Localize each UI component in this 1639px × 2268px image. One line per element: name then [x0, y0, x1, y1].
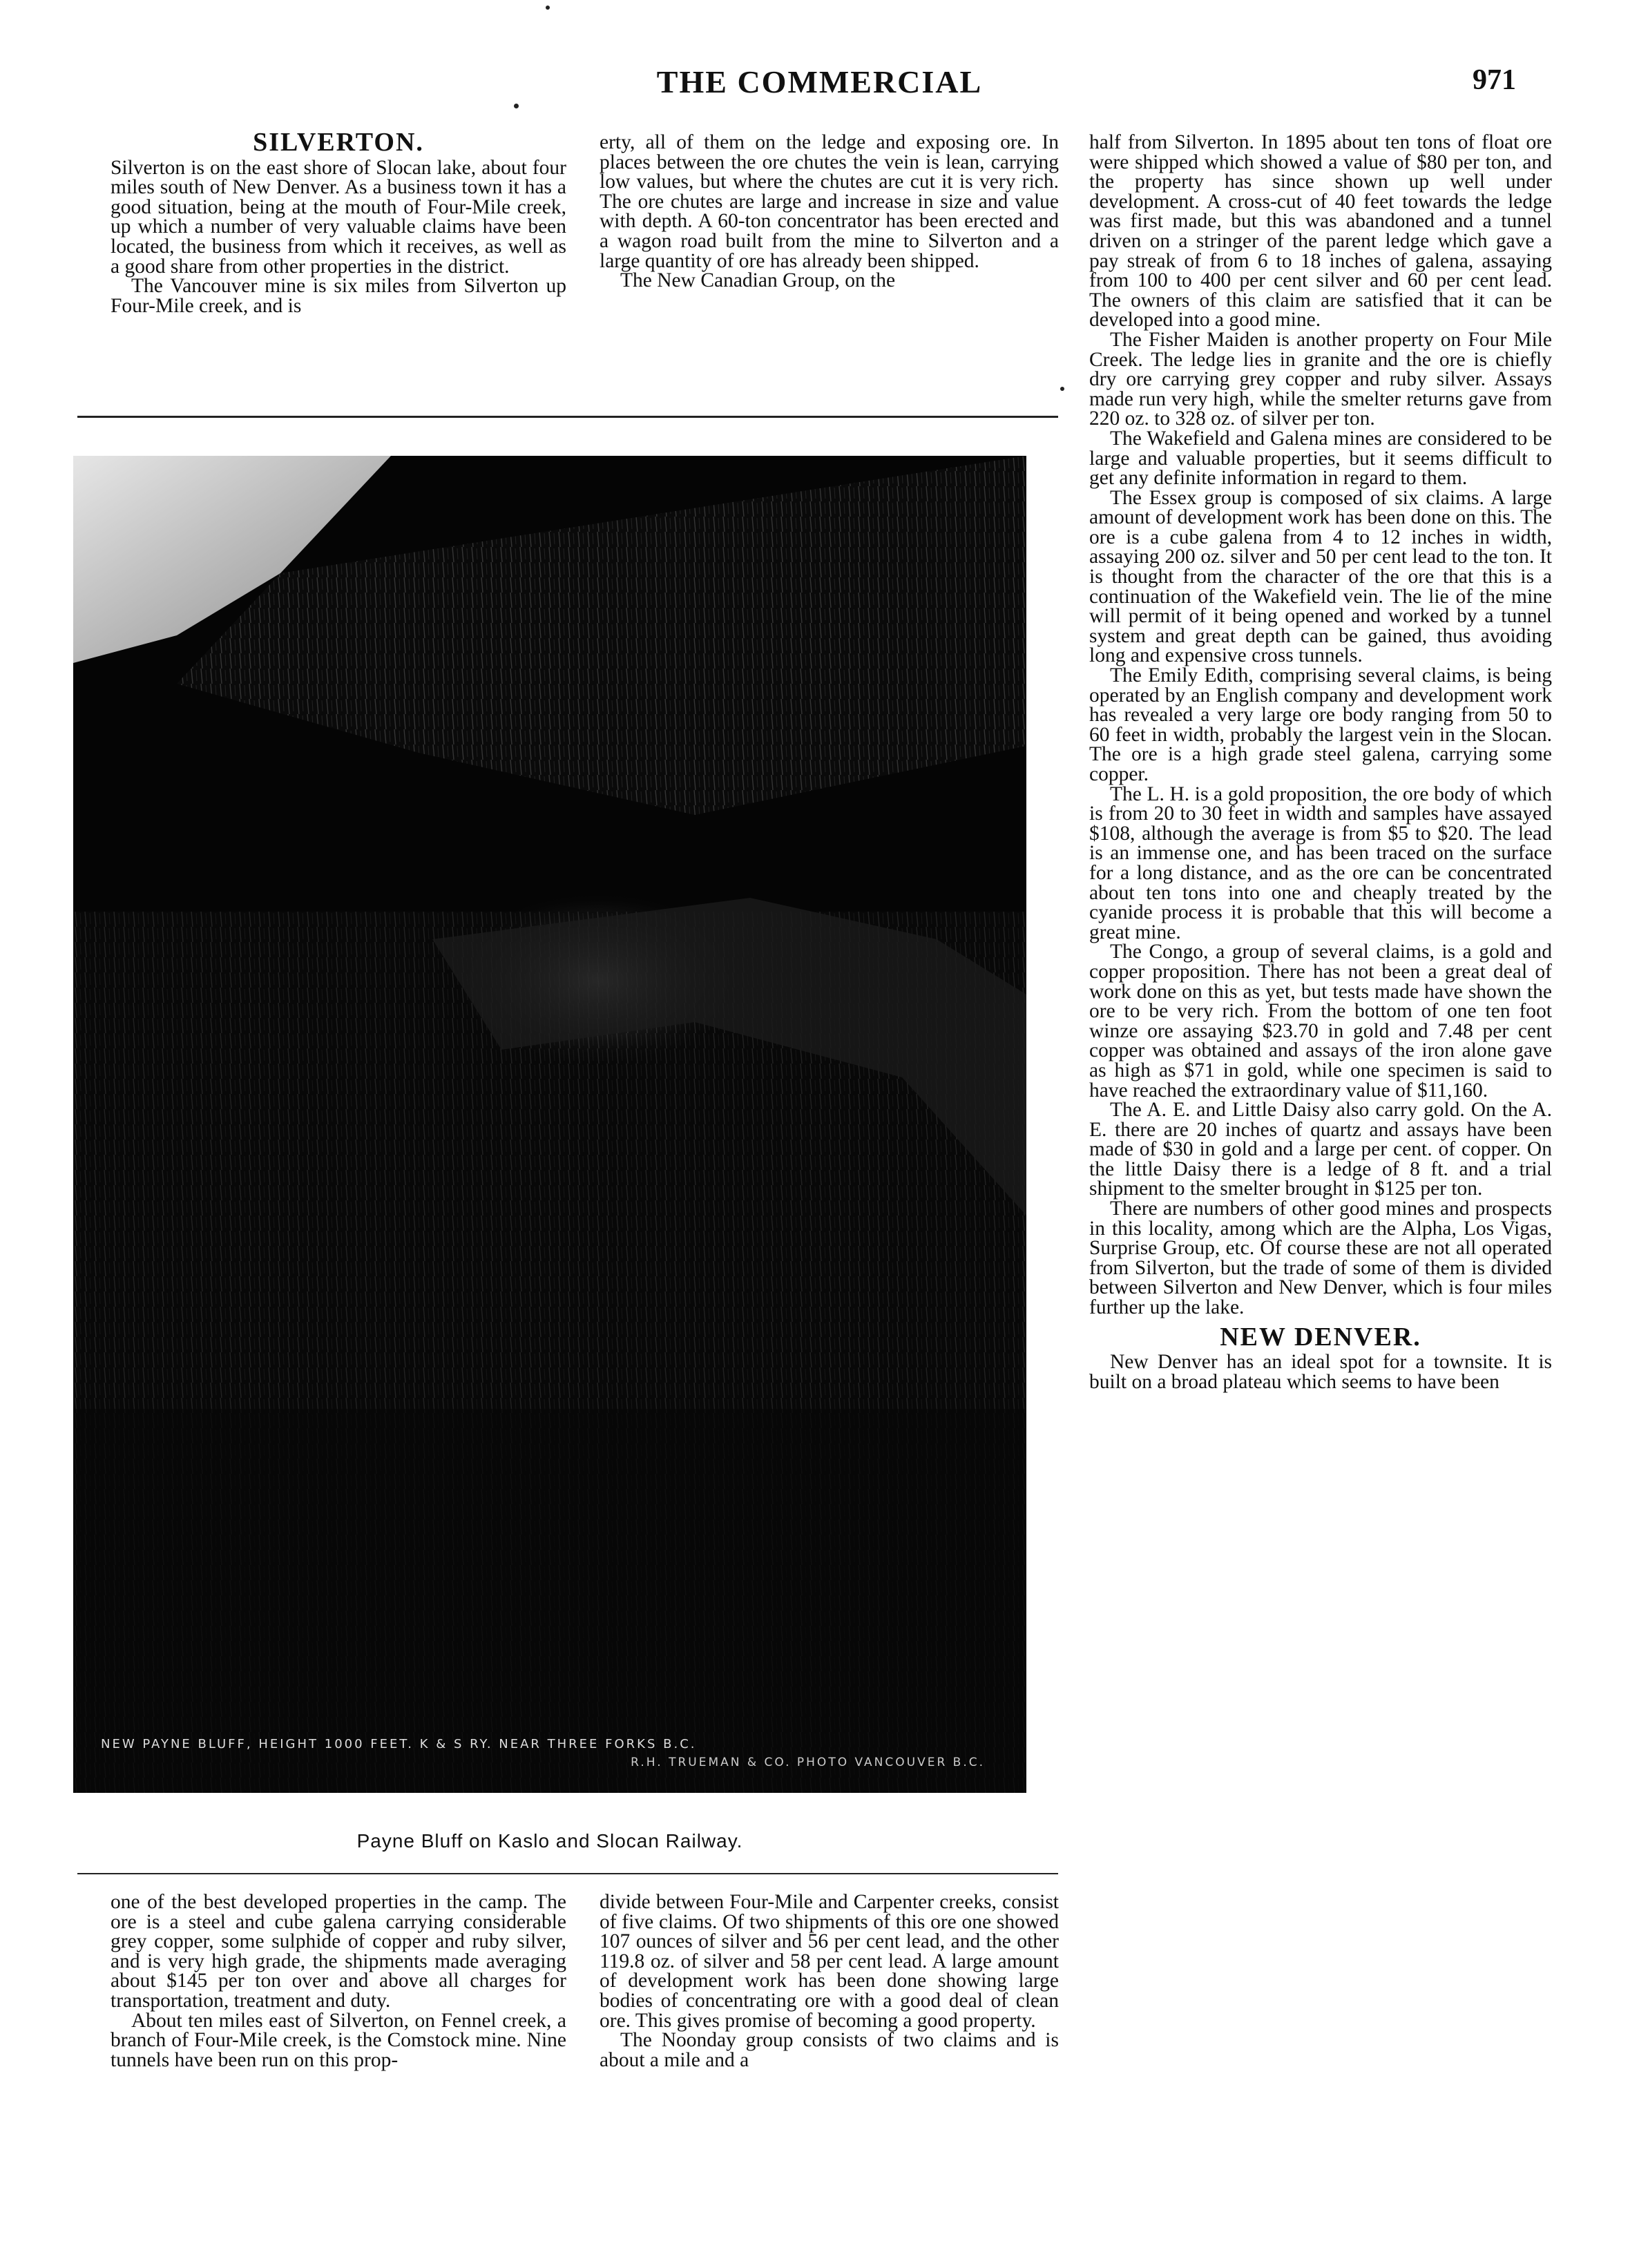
page-header-title: THE COMMERCIAL	[656, 64, 983, 99]
column-2-top	[600, 133, 1059, 291]
paragraph: The Noonday group consists of two claims and is about a mile and a	[600, 2029, 1059, 2071]
photo-credit-line: NEW PAYNE BLUFF, HEIGHT 1000 FEET. K & S RY. NEAR THREE FORKS B.C.	[101, 1737, 697, 1751]
section-heading-silverton: SILVERTON.	[253, 128, 424, 157]
photo-image	[73, 456, 1026, 1793]
paragraph: half from Silverton. In 1895 about ten tons of float ore were shipped which showed a value of $80 per ton, and the property has since shown up well under development. A cross-cut of 40 feet towards the ledge was first made, but this was abandoned and a tunnel driven on a stringer of the parent ledge which gave a pay streak of from 6 to 18 inches of galena, assaying from 100 to 400 per cent silver and 60 per cent lead. The owners of this claim are satisfied that it can be developed into a good mine.	[1089, 131, 1552, 331]
paragraph: There are numbers of other good mines and prospects in this locality, among which are the Alpha, Los Vigas, Surprise Group, etc. Of course these are not all operated from Silverton, but the trade of some of them is divided between Silverton and New Denver, which is four miles further up the lake.	[1089, 1198, 1552, 1319]
photo-caption: Payne Bluff on Kaslo and Slocan Railway.	[356, 1830, 743, 1852]
paragraph: one of the best developed properties in the camp. The ore is a steel and cube galena carrying considerable grey copper, some sulphide of copper and ruby silver, and is very high grade, the shipments made averaging about $145 per ton over and above all charges for transportation, treatment and duty.	[111, 1891, 566, 2012]
paragraph: The Emily Edith, comprising several claims, is being operated by an English company and development work has revealed a very large ore body ranging from 50 to 60 feet in width, probably the largest vein in the Slocan. The ore is a high grade steel galena, carrying some copper.	[1089, 664, 1552, 785]
column-1-bottom	[111, 1892, 566, 2070]
column-divider-rule	[77, 416, 1058, 418]
paragraph: The Wakefield and Galena mines are considered to be large and valuable properties, but it seems difficult to get any definite information in regard to them.	[1089, 427, 1552, 490]
paragraph: New Denver has an ideal spot for a townsite. It is built on a broad plateau which seems to have been	[1089, 1351, 1552, 1393]
paragraph: erty, all of them on the ledge and exposing ore. In places between the ore chutes the vein is lean, carrying low values, but where the chutes are cut it is very rich. The ore chutes are large and increase in size and value with depth. A 60-ton concentrator has been erected and a wagon road built from the mine to Silverton and a large quantity of ore has already been shipped.	[600, 131, 1059, 272]
paragraph: divide between Four-Mile and Carpenter creeks, consist of five claims. Of two shipments of this ore one showed 107 ounces of silver and 56 per cent lead, and the other 119.8 oz. of silver and 58 per cent lead. A large amount of development work has been done showing large bodies of concentrating ore with a good deal of clean ore. This gives promise of becoming a good property.	[600, 1891, 1059, 2032]
paragraph: The New Canadian Group, on the	[620, 269, 896, 292]
print-speck	[1060, 387, 1064, 391]
column-divider-rule	[77, 1873, 1058, 1874]
paragraph: About ten miles east of Silverton, on Fennel creek, a branch of Four-Mile creek, is the Comstock mine. Nine tunnels have been run on this prop-	[111, 2009, 566, 2071]
column-2-bottom	[600, 1892, 1059, 2070]
paragraph: The A. E. and Little Daisy also carry gold. On the A. E. there are 20 inches of quartz and assays have been made of $30 in gold and a large per cent. of copper. On the little Daisy there is a ledge of 8 ft. and a trial shipment to the smelter brought in $125 per ton.	[1089, 1099, 1552, 1200]
paragraph: The Fisher Maiden is another property on Four Mile Creek. The ledge lies in granite and the ore is chiefly dry ore carrying grey copper and ruby silver. Assays made run very high, while the smelter returns gave from 220 oz. to 328 oz. of silver per ton.	[1089, 328, 1552, 430]
section-heading-new-denver: NEW DENVER.	[1220, 1322, 1421, 1352]
photo-payne-bluff	[73, 456, 1026, 1793]
paragraph: The Vancouver mine is six miles from Silverton up Four-Mile creek, and is	[111, 275, 566, 317]
column-3	[1089, 133, 1552, 1392]
paragraph: The L. H. is a gold proposition, the ore body of which is from 20 to 30 feet in width and samples have assayed $108, although the average is from $5 to $20. The lead is an immense one, and has been traced on the surface for a long distance, and as the ore can be concentrated about ten tons into one and cheaply treated by the cyanide process it is probable that this will become a great mine.	[1089, 782, 1552, 943]
page-number: 971	[1473, 64, 1516, 96]
column-1-top	[111, 128, 566, 317]
print-speck	[546, 6, 550, 10]
photo-credit-studio: R.H. TRUEMAN & CO. PHOTO VANCOUVER B.C.	[631, 1756, 985, 1769]
paragraph: The Congo, a group of several claims, is a gold and copper proposition. There has not been a great deal of work done on this as yet, but tests made have shown the ore to be very rich. From the bottom of one ten foot winze ore assaying $23.70 in gold and 7.48 per cent copper was obtained and assays of the iron alone gave as high as $71 in gold, while one specimen is said to have reached the extraordinary value of $11,160.	[1089, 941, 1552, 1102]
paragraph: The Essex group is composed of six claims. A large amount of development work has been done on this. The ore is a cube galena from 4 to 12 inches in width, assaying 200 oz. silver and 50 per cent lead to the ton. It is thought from the character of the ore that this is a continuation of the Wakefield vein. The lie of the mine will permit of it being opened and worked by a tunnel system and great depth can be gained, thus avoiding long and expensive cross tunnels.	[1089, 486, 1552, 667]
print-speck	[514, 104, 519, 108]
paragraph: Silverton is on the east shore of Slocan lake, about four miles south of New Denver. As a business town it has a good situation, being at the mouth of Four-Mile creek, up which a number of very valuable claims have been located, the business from which it receives, as well as a good share from other properties in the district.	[111, 156, 566, 278]
